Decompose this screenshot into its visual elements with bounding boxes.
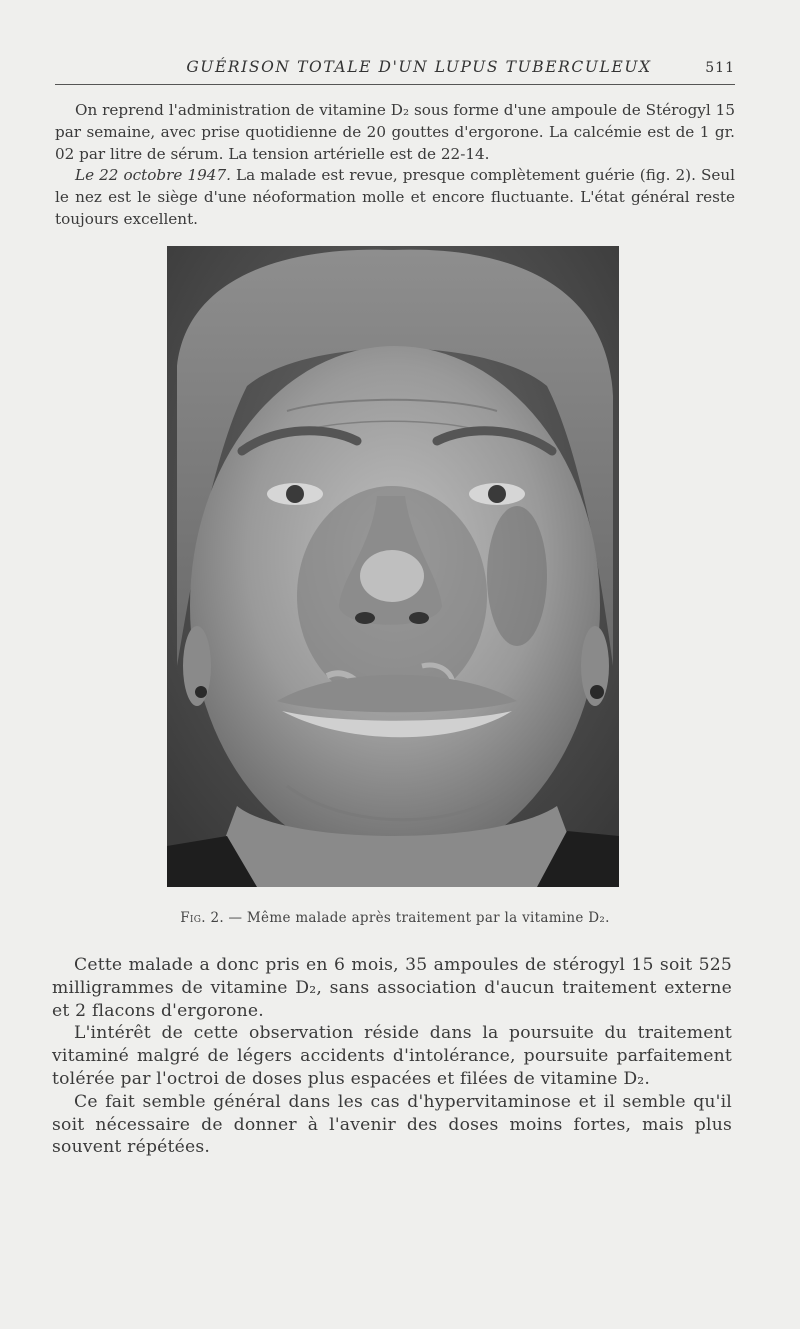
intro-text	[55, 100, 735, 231]
intro-paragraph-1: On reprend l'administration de vitamine D₂ sous forme d'une ampoule de Stérogyl 15 par semaine, avec prise quotidienne de 20 gouttes d'ergorone. La calcémie est de 1 gr. 02 par litre de sérum. La tension artérielle est de 22-14.	[55, 101, 735, 163]
figure-caption	[55, 910, 735, 926]
running-title: GUÉRISON TOTALE D'UN LUPUS TUBERCULEUX	[186, 58, 652, 76]
body-paragraph-1: Cette malade a donc pris en 6 mois, 35 ampoules de stérogyl 15 soit 525 milligrammes de vitamine D₂, sans association d'aucun traitement externe et 2 flacons d'ergorone.	[52, 955, 732, 1021]
patient-photo-illustration	[167, 246, 619, 887]
intro-paragraph-2-text: La malade est revue, presque complètement guérie (fig. 2). Seul le nez est le siège d'une néoformation molle et encore fluctuante. L'état général reste toujours excellent.	[55, 166, 735, 228]
intro-paragraph-2	[55, 165, 735, 230]
figure-photograph	[167, 246, 619, 887]
page-header	[55, 58, 735, 85]
intro-date: Le 22 octobre 1947.	[75, 166, 231, 185]
figure-label: Fig. 2.	[180, 910, 224, 926]
page-number: 511	[705, 60, 735, 76]
figure-caption-text: — Même malade après traitement par la vitamine D₂.	[223, 910, 610, 926]
body-text	[52, 954, 732, 1159]
body-paragraph-2: L'intérêt de cette observation réside dans la poursuite du traitement vitaminé malgré de légers accidents d'intolérance, poursuite parfaitement tolérée par l'octroi de doses plus espacées et filées de vitamine D₂.	[52, 1023, 732, 1089]
body-paragraph-3: Ce fait semble général dans les cas d'hypervitaminose et il semble qu'il soit nécessaire de donner à l'avenir des doses moins fortes, mais plus souvent répétées.	[52, 1091, 732, 1158]
